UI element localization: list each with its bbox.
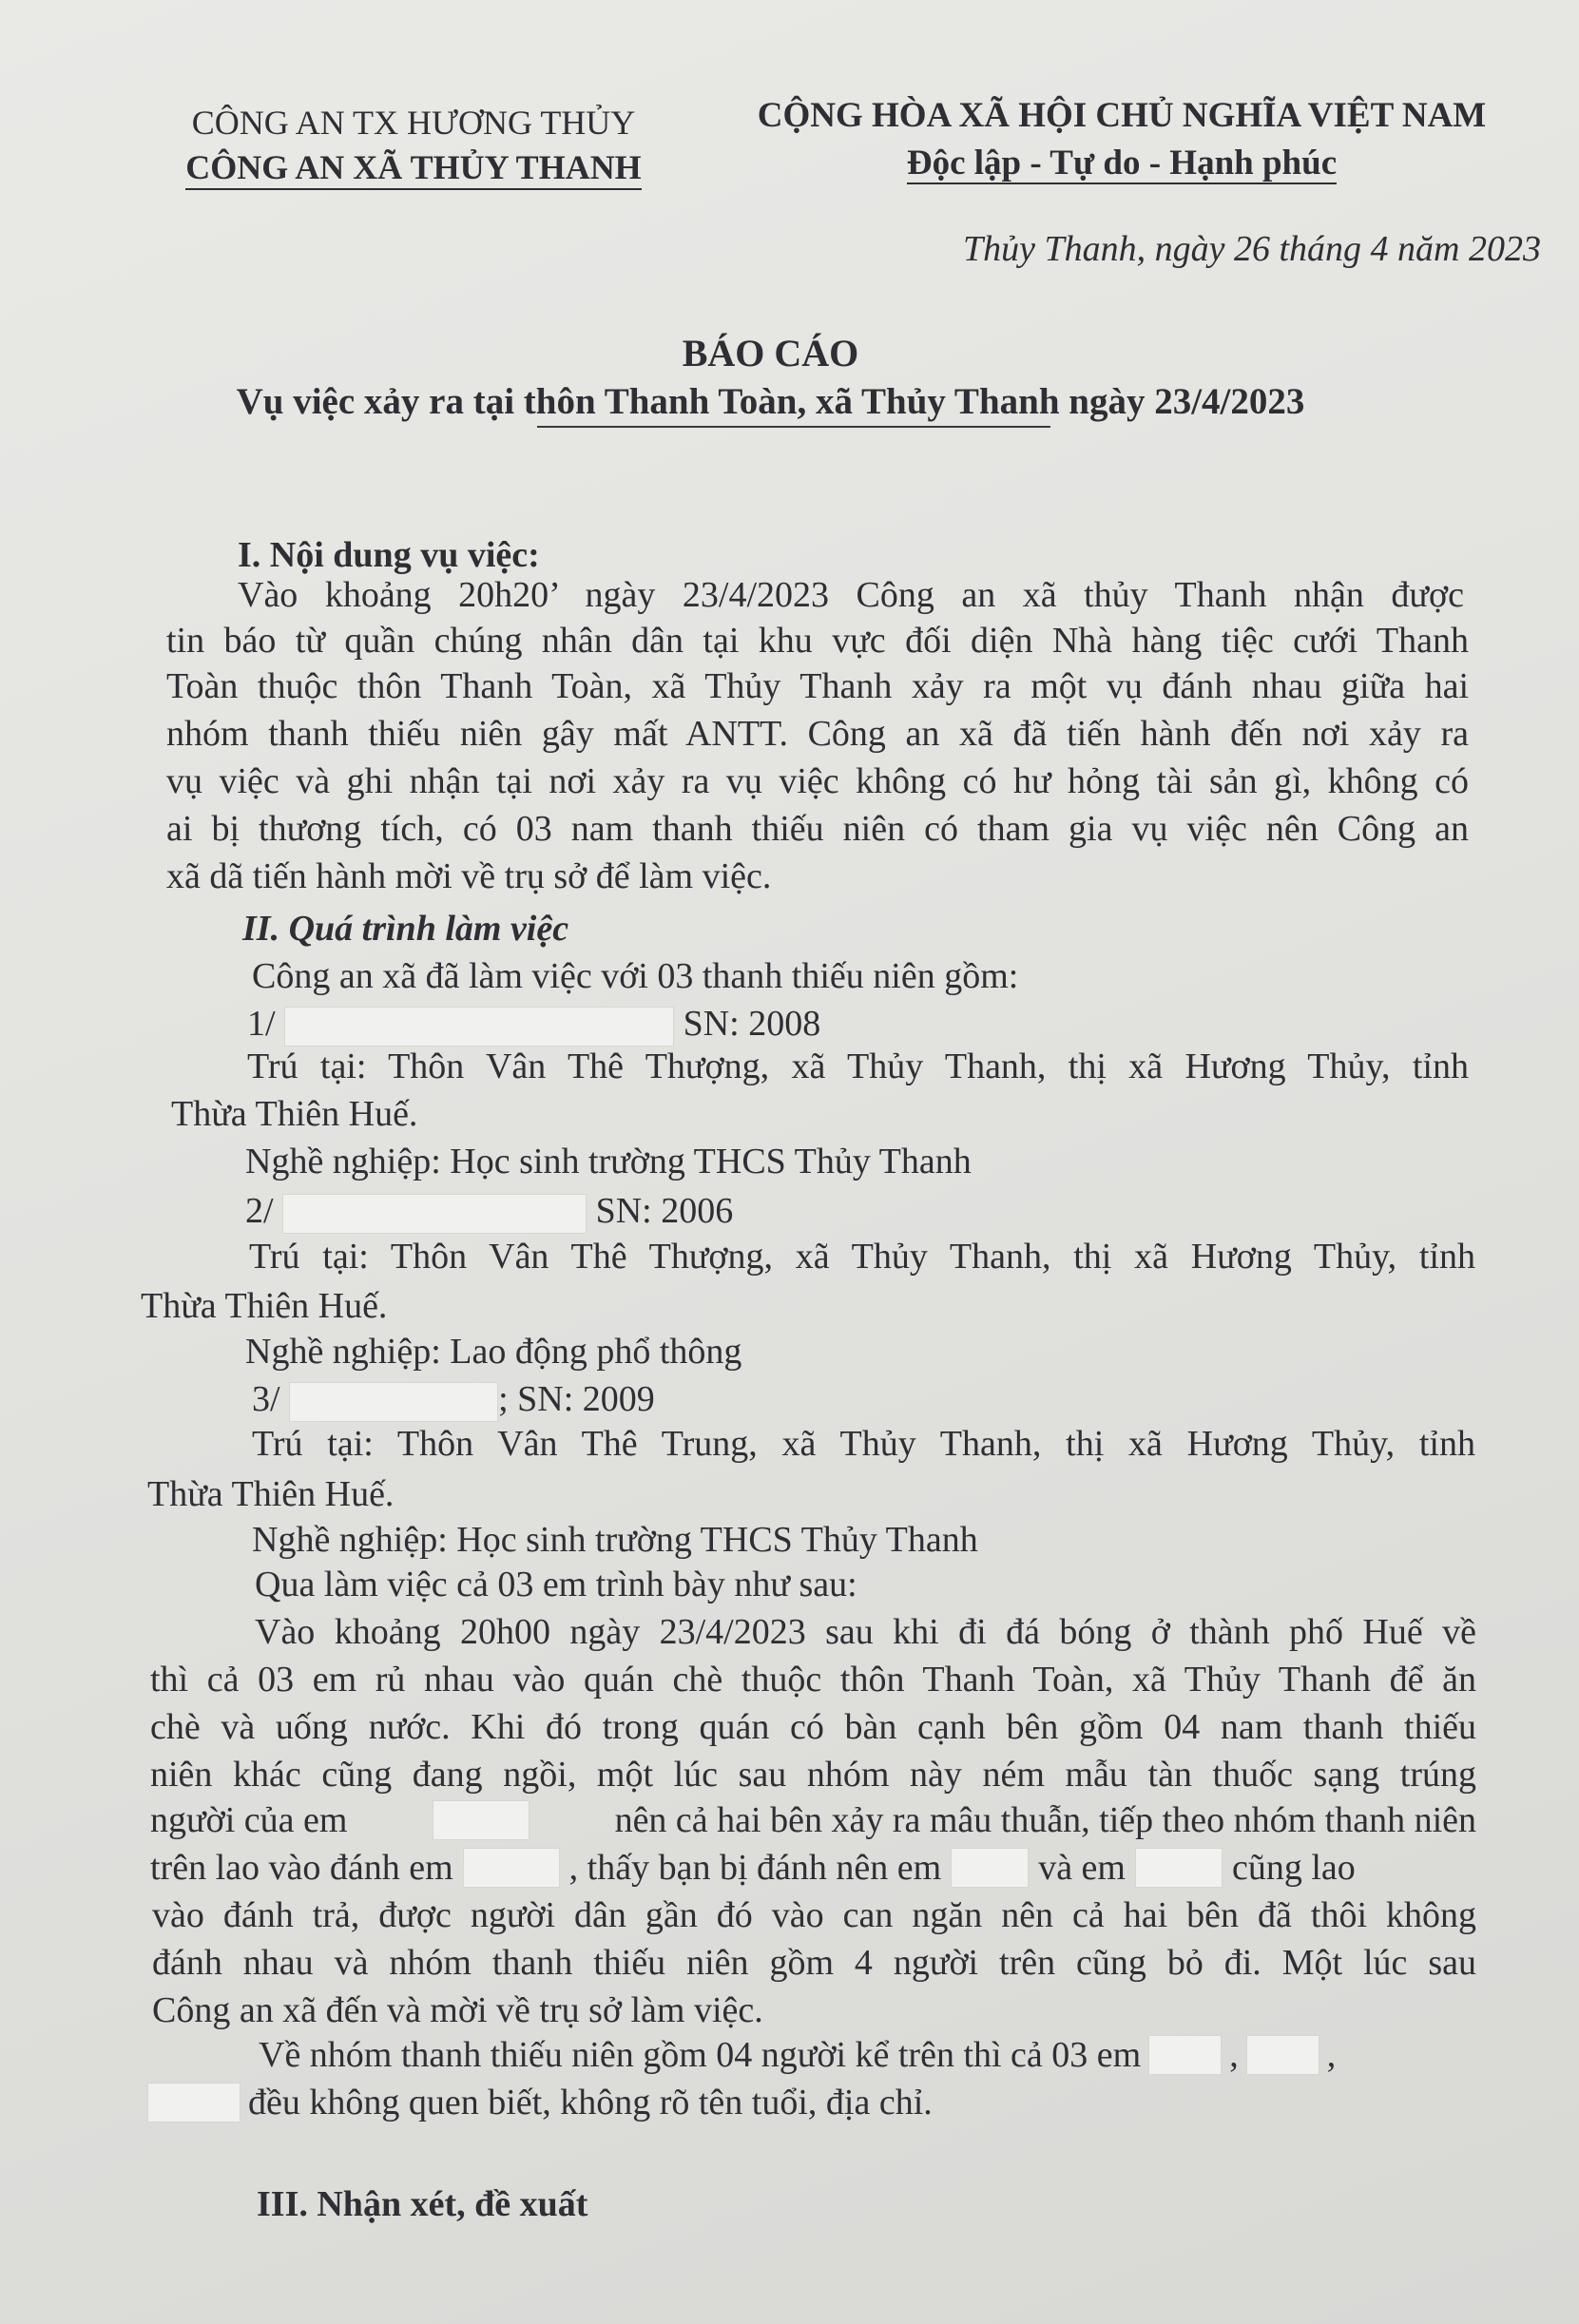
- s1-line-3: Toàn thuộc thôn Thanh Toàn, xã Thủy Thanh xảy ra một vụ đánh nhau giữa hai: [166, 666, 1469, 706]
- summary-intro: Qua làm việc cả 03 em trình bày như sau:: [255, 1565, 857, 1604]
- person-1-id: [247, 1003, 1550, 1047]
- date-line: Thủy Thanh, ngày 26 tháng 4 năm 2023: [963, 229, 1541, 269]
- person-2-residence: Trú tại: Thôn Vân Thê Thượng, xã Thủy Thanh, thị xã Hương Thủy, tỉnh: [249, 1237, 1475, 1277]
- section1-heading: I. Nội dung vụ việc:: [238, 535, 540, 575]
- person-1-sn: SN: 2008: [683, 1004, 821, 1044]
- s1-line-6: ai bị thương tích, có 03 nam thanh thiếu niên có tham gia vụ việc nên Công an: [166, 809, 1469, 849]
- person-3-name-redacted: [289, 1382, 498, 1422]
- person-3-residence-cont: Thừa Thiên Huế.: [147, 1474, 395, 1514]
- s2-intro: Công an xã đã làm việc với 03 thanh thiếu niên gồm:: [252, 956, 1019, 996]
- narr-line-2: thì cả 03 em rủ nhau vào quán chè thuộc thôn Thanh Toàn, xã Thủy Thanh để ăn: [150, 1660, 1476, 1700]
- narr-10b: ,: [1229, 2035, 1239, 2075]
- agency-name: [147, 147, 680, 187]
- narr-line-10: [259, 2034, 1480, 2076]
- person-2-residence-cont: Thừa Thiên Huế.: [141, 1286, 388, 1326]
- s1-line-2: tin báo từ quần chúng nhân dân tại khu vực đối diện Nhà hàng tiệc cưới Thanh: [166, 621, 1469, 661]
- narr-line-5: [150, 1799, 1476, 1841]
- narr-5b: nên cả hai bên xảy ra mâu thuẫn, tiếp theo nhóm thanh niên: [614, 1800, 1476, 1840]
- narr-6b: , thấy bạn bị đánh nên em: [568, 1848, 942, 1888]
- narr-6-name2-redacted: [951, 1848, 1029, 1888]
- narr-11-name-redacted: [147, 2083, 241, 2122]
- narr-11: đều không quen biết, không rõ tên tuổi, địa chỉ.: [248, 2083, 933, 2122]
- s1-line-5: vụ việc và ghi nhận tại nơi xảy ra vụ việc không có hư hỏng tài sản gì, không có: [166, 761, 1469, 801]
- motto-text: Độc lập - Tự do - Hạnh phúc: [906, 144, 1338, 182]
- person-1-residence: Trú tại: Thôn Vân Thê Thượng, xã Thủy Thanh, thị xã Hương Thủy, tỉnh: [247, 1047, 1469, 1086]
- person-3-residence: Trú tại: Thôn Vân Thê Trung, xã Thủy Thanh, thị xã Hương Thủy, tỉnh: [252, 1424, 1475, 1464]
- s1-line-1: Vào khoảng 20h20’ ngày 23/4/2023 Công an xã thủy Thanh nhận được: [238, 575, 1464, 615]
- narr-line-6: [150, 1847, 1476, 1889]
- narr-6a: trên lao vào đánh em: [150, 1848, 453, 1888]
- person-2-job: Nghề nghiệp: Lao động phổ thông: [245, 1332, 742, 1372]
- narr-10a: Về nhóm thanh thiếu niên gồm 04 người kể trên thì cả 03 em: [259, 2035, 1142, 2075]
- person-3-no: 3/: [252, 1379, 280, 1419]
- narr-5a: người của em: [150, 1800, 348, 1840]
- doc-subtitle: Vụ việc xảy ra tại thôn Thanh Toàn, xã Thủy Thanh ngày 23/4/2023: [236, 381, 1305, 422]
- narr-6d: cũng lao: [1231, 1848, 1356, 1888]
- person-1-residence-cont: Thừa Thiên Huế.: [171, 1094, 418, 1134]
- narr-line-7: vào đánh trả, được người dân gần đó vào can ngăn nên cả hai bên đã thôi không: [152, 1895, 1476, 1935]
- person-2-name-redacted: [282, 1194, 587, 1234]
- person-1-no: 1/: [247, 1004, 276, 1044]
- agency-name-text: CÔNG AN XÃ THỦY THANH: [185, 148, 641, 190]
- person-3-job: Nghề nghiệp: Học sinh trường THCS Thủy Thanh: [252, 1520, 978, 1560]
- narr-6c: và em: [1038, 1848, 1126, 1888]
- narr-line-8: đánh nhau và nhóm thanh thiếu niên gồm 4 người trên cũng bỏ đi. Một lúc sau: [152, 1943, 1476, 1983]
- narr-line-4: niên khác cũng đang ngồi, một lúc sau nhóm này ném mẫu tàn thuốc sạng trúng: [150, 1755, 1476, 1795]
- narr-10c: ,: [1326, 2035, 1337, 2075]
- person-3-sn: ; SN: 2009: [498, 1379, 655, 1419]
- narr-5-name-redacted: [433, 1800, 530, 1840]
- narr-10-name2-redacted: [1246, 2035, 1319, 2075]
- person-2-sn: SN: 2006: [595, 1191, 734, 1231]
- narr-10-name1-redacted: [1148, 2035, 1222, 2075]
- person-1-name-redacted: [284, 1007, 674, 1047]
- section2-heading: II. Quá trình làm việc: [242, 909, 569, 949]
- narr-6-name1-redacted: [463, 1848, 560, 1888]
- narr-line-3: chè và uống nước. Khi đó trong quán có bàn cạnh bên gồm 04 nam thanh thiếu: [150, 1707, 1476, 1747]
- narr-line-11: [147, 2082, 1450, 2123]
- section3-heading: III. Nhận xét, đề xuất: [257, 2184, 588, 2224]
- narr-line-9: Công an xã đến và mời về trụ sở làm việc.: [152, 1990, 763, 2030]
- agency-parent: CÔNG AN TX HƯƠNG THỦY: [191, 104, 636, 142]
- narr-line-1: Vào khoảng 20h00 ngày 23/4/2023 sau khi đi đá bóng ở thành phố Huế về: [255, 1612, 1476, 1652]
- person-1-job: Nghề nghiệp: Học sinh trường THCS Thủy Thanh: [245, 1142, 972, 1181]
- subtitle-underline: [537, 426, 1050, 428]
- person-2-no: 2/: [245, 1191, 274, 1231]
- person-3-id: [252, 1378, 1554, 1422]
- motto: [713, 143, 1531, 183]
- nation-title: CỘNG HÒA XÃ HỘI CHỦ NGHĨA VIỆT NAM: [757, 96, 1487, 135]
- doc-title: BÁO CÁO: [682, 332, 859, 375]
- s1-line-7: xã dã tiến hành mời về trụ sở để làm việc.: [166, 856, 772, 896]
- narr-6-name3-redacted: [1135, 1848, 1223, 1888]
- s1-line-4: nhóm thanh thiếu niên gây mất ANTT. Công an xã đã tiến hành đến nơi xảy ra: [166, 714, 1469, 754]
- person-2-id: [245, 1190, 1548, 1234]
